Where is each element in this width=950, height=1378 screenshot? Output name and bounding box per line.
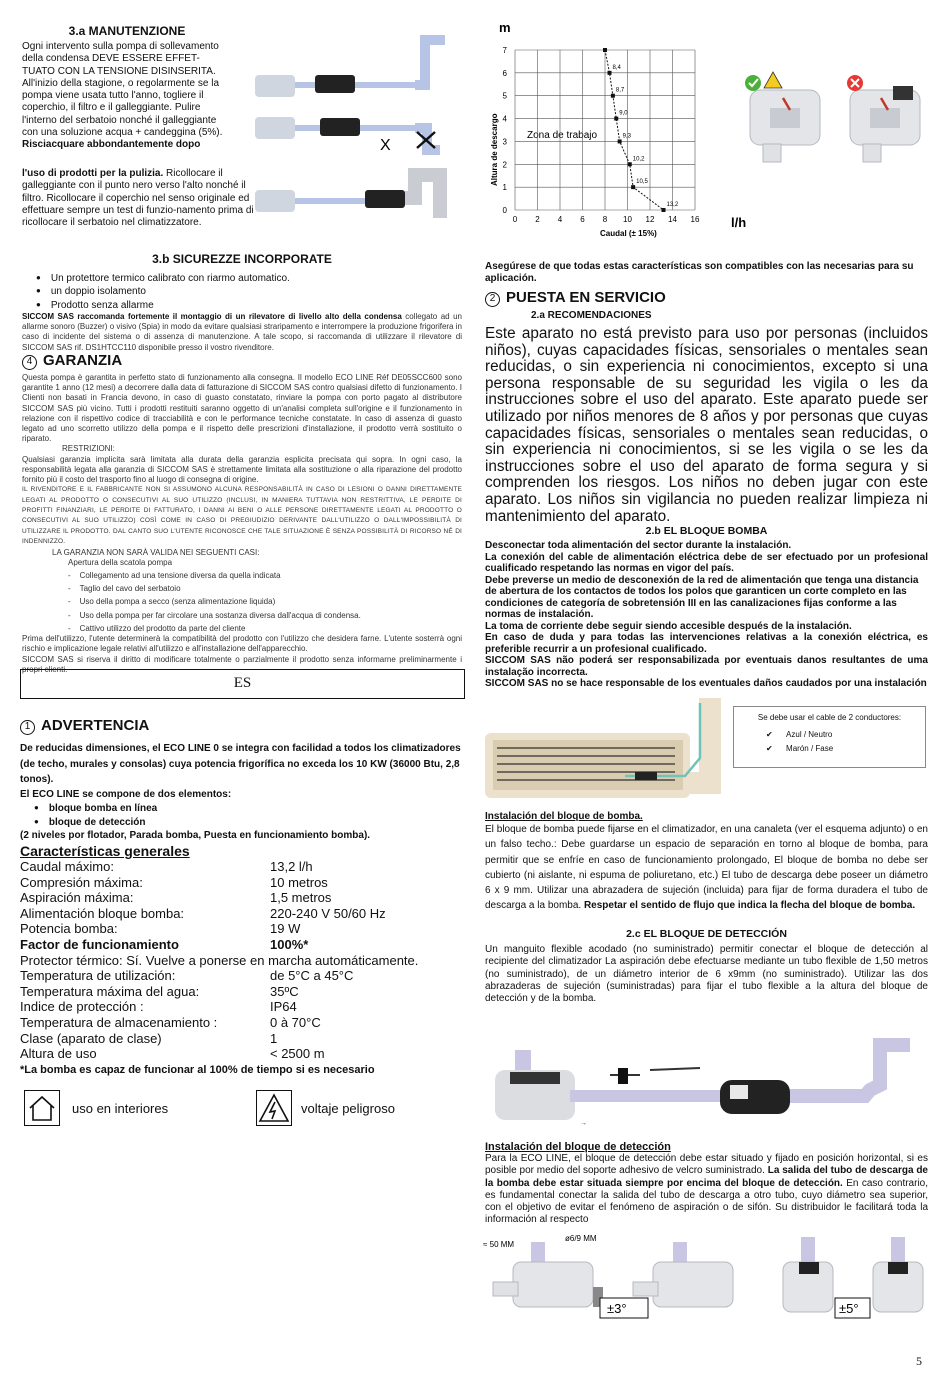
bloque-line: Desconectar toda alimentación del sector durante la instalación.: [485, 540, 792, 551]
ac-unit-illustration: [485, 698, 733, 808]
list-item: - Uso della pompa a secco (senza alimentazione liquida): [68, 597, 276, 607]
detection-block-illustration: [483, 1232, 928, 1324]
y-tick-label: 6: [502, 68, 507, 78]
working-zone-label: Zona de trabajo: [527, 130, 598, 141]
x-tick-label: 0: [512, 215, 518, 224]
y-tick-label: 2: [502, 160, 507, 170]
sicurezze-title: 3.b SICUREZZE INCORPORATE: [152, 252, 332, 266]
spec-row: Compresión máxima: 10 metros: [20, 874, 328, 890]
list-item: Apertura della scatola pompa: [68, 557, 173, 567]
data-point: [611, 94, 615, 98]
bloque-line: En caso de duda y para todas las intervenciones relativas a la conexión eléctrica, es preferible recurrir a un profesional cualificado.: [485, 632, 928, 655]
garanzia-p2: Qualsiasi garanzia implicita sarà limitata alla durata della garanzia esplicita precisata qui sopra. In ogni caso, la responsabilità legata alla garanzia di SICCOM SAS è strettamente limitata alla sostituzione o alla riparazione del prodotto fornito più il costo del trasporto fino al luogo di consegna di origine.: [22, 454, 462, 485]
advertencia-p2: El ECO LINE se compone de dos elementos:: [20, 788, 232, 800]
data-point: [608, 71, 612, 75]
cable-info-box: [733, 706, 926, 768]
flow-head-chart: [485, 18, 750, 243]
correct-orientation: [745, 72, 820, 162]
x-tick-label: 6: [580, 215, 585, 224]
spec-row: Potencia bomba: 19 W: [20, 921, 301, 937]
spec-row: Altura de uso < 2500 m: [20, 1046, 325, 1062]
x-tick-label: 16: [690, 215, 700, 224]
spec-row: Factor de funcionamiento 100%*: [20, 936, 309, 952]
protector-row: Protector térmico: Sí. Vuelve a ponerse en marcha automáticamente.: [20, 952, 419, 968]
y-axis-label: Altura de descargo: [490, 113, 499, 186]
data-point: [662, 208, 666, 212]
data-point: [618, 139, 622, 143]
data-point: [614, 117, 618, 121]
bloque-line: La toma de corriente debe seguir siendo accesible después de la instalación.: [485, 620, 852, 632]
detector-view-4: [873, 1237, 923, 1312]
sicurezze-list: [36, 272, 462, 312]
check-icon: [745, 75, 761, 91]
spec-row: Alimentación bloque bomba: 220-240 V 50/60 Hz: [20, 905, 386, 921]
specs-footnote: *La bomba es capaz de funcionar al 100% de tiempo si es necesario: [20, 1063, 375, 1076]
data-point: [628, 162, 632, 166]
warning-icon: [764, 72, 782, 88]
garanzia-title: GARANZIA: [43, 352, 123, 369]
list-item: ● un doppio isolamento: [36, 285, 462, 298]
x-tick-label: 2: [535, 215, 540, 224]
detector-view-1: [493, 1242, 603, 1307]
list-item: ● bloque de detección: [34, 815, 465, 829]
list-item: - Taglio del cavo del serbatoio: [68, 584, 181, 594]
svg-text:→: →: [580, 1120, 587, 1127]
cleaning-rest: Ricollocare il galleggiante con il punto nero verso l'alto nonché il filtro. Ricollocare il coperchio nel senso originale ed effettuare sempre un test di funzio-namento prima di ricollocare il serbatoio nel climatizzatore.: [22, 168, 254, 229]
recomendaciones-subtitle: 2.a RECOMENDACIONES: [531, 310, 652, 321]
diameter-label: ø6/9 MM: [565, 1234, 597, 1243]
x-axis-label: Caudal (± 15%): [600, 229, 657, 238]
puesta-section: [485, 289, 928, 525]
y-tick-label: 5: [502, 91, 507, 101]
manutenzione-bold: Risciacquare abbondantemente dopo: [22, 139, 201, 151]
data-point: [631, 185, 635, 189]
data-label: 10,5: [636, 179, 648, 186]
bloque-line: Debe preverse un medio de desconexión de la red de alimentación que tenga una distancia de abertura de los contactos de todos los polos que garanticen un corte completo en las condiciones de categoría de sobretensión III en las canalizaciones fijas conforme a las normas de instalación.: [485, 574, 919, 620]
data-label: 9,3: [622, 133, 631, 140]
bloque-lines: [485, 540, 928, 690]
detector-view-3: [783, 1237, 833, 1312]
list-item: ● Un protettore termico calibrato con riarmo automatico.: [36, 272, 462, 285]
cleaning-bold: l'uso di prodotti per la pulizia.: [22, 168, 164, 179]
pump-diagram-1: [255, 40, 445, 97]
incorrect-orientation: [847, 75, 920, 162]
garanzia-cases: [68, 558, 462, 634]
section-number: 4: [22, 355, 37, 370]
sicurezze-section: [22, 252, 462, 353]
y-unit-label: m: [499, 20, 511, 35]
deteccion-text: Un manguito flexible acodado (no suministrado) permitir conectar el bloque de detección al recipiente del climatizador La aspiración debe efectuarse mediante un tubo flexible de 1,50 metros (no suministrado), de un diámetro interior de 6 x9mm (no suministrado). Utilizar las dos abrazaderas de sujeción (suministradas) para fijar el tubo flexible a la altura del bloque de detección y de la bomba.: [485, 944, 928, 1005]
section-number: 2: [485, 292, 500, 307]
bloque-line: SICCOM SAS não poderá ser responsabilizada por eventuais danos resultantes de uma instalação incorrecta.: [485, 655, 928, 678]
indoor-house-icon: [24, 1090, 60, 1126]
non-valida: LA GARANZIA NON SARÀ VALIDA NEI SEGUENTI CASI:: [52, 547, 260, 557]
garanzia-p4: Prima dell'utilizzo, l'utente determinerà la compatibilità del prodotto con l'utilizzo che desidera farne. L'utente sosterrà ogni rischio e implicazione legale relativi all'utilizzo e all'installazione dell'apparecchio.: [22, 634, 462, 654]
garanzia-section: [22, 352, 462, 675]
section-number: 1: [20, 720, 35, 735]
instalacion-bomba-title: Instalación del bloque de bomba.: [485, 811, 643, 822]
spec-row: Temperatura de utilización: de 5°C a 45°C: [20, 968, 354, 984]
data-label: 10,2: [632, 156, 645, 163]
instalacion-deteccion-text: Para la ECO LINE, el bloque de detección debe estar situado y fijado en posición horizontal, si es posible por medio del soporte adhesivo de velcro suministrado. La salida del tubo de descarga de la bomba debe estar situada siempre por encima del bloque de detección. En caso contrario, es fundamental conectar la salida del tubo de descarga a otro tubo, cuyo diámetro sea superior, con el objetivo de evitar el fenómeno de aspiración o de sifón. Su distribuidor le facilitará toda la información al respecto: [485, 1153, 929, 1226]
manutenzione-text: Ogni intervento sulla pompa di sollevamento della condensa DEVE ESSERE EFFET-TUATO CON LA TENSIONE DISINSERITA. All'inizio della stagione, o regolarmente se la pompa viene usata tutto l'anno, togliere il coperchio, il filtro e il galleggiante. Pulire l'interno del serbatoio nonché il galleggiante con una soluzione acqua + candeggina (5%).: [22, 41, 223, 139]
note-bold: SICCOM SAS raccomanda fortemente il montaggio di un rilevatore di livello alto della condensa: [22, 311, 402, 321]
x-tick-label: 12: [645, 215, 655, 224]
data-label: 8,7: [615, 87, 625, 94]
pump-diagram-2: [255, 117, 440, 154]
specs-section: [20, 843, 465, 1076]
garanzia-p1: Questa pompa è garantita in perfetto stato di funzionamento alla consegna. Il modello ECO LINE Réf DE05SCC600 sono garantite 1 anno (12 mesi) a decorrere dalla data di fatturazione di SICCOM SAS contro qualsiasi difetto di funzionamento. I Clienti non basati in Francia devono, in caso di guasto constatato, rinviare la pompa con porto pagato al distributore SICCOM SAS più vicino. Tutti i prodotti restituiti saranno oggetto di un'analisi completa sull'origine e il funzionamento in relazione con il rispettivo codice di tracciabilità e con le performance tecniche constatate. In caso di assenza di guasto legato ad uno scorretto utilizzo della pompa e il rispetto delle prescrizioni d'installazione, il prodotto verrà sostituito o riparato.: [22, 373, 462, 444]
instalacion-bomba-bold: Respetar el sentido de flujo que indica la flecha del bloque de bomba.: [581, 900, 916, 912]
list-item: - Collegamento ad una tensione diversa da quella indicata: [68, 571, 281, 581]
pump-diagram-3: [255, 175, 440, 218]
x-tick-label: 14: [668, 215, 677, 224]
maintenance-illustration: [255, 30, 465, 225]
instalacion-deteccion-title: Instalación del bloque de detección: [485, 1141, 671, 1153]
y-tick-label: 0: [502, 206, 507, 215]
advertencia-p1: De reducidas dimensiones, el ECO LINE 0 se integra con facilidad a todos los climatizadores (de techo, murales y consolas) cuya potencia frigorífica no exceda los 10 KW (36000 Btu, 2,8 tonos).: [20, 743, 461, 785]
deteccion-section: [485, 928, 928, 1005]
bloque-title: 2.b EL BLOQUE BOMBA: [645, 525, 768, 537]
detection-valve-illustration: [735, 68, 935, 173]
puesta-title: PUESTA EN SERVICIO: [506, 289, 666, 306]
data-label: 13,2: [666, 202, 679, 208]
tolerance-label: ±3°: [607, 1301, 627, 1316]
list-item: - Uso della pompa per far circolare una sostanza diversa dall'acqua di condensa.: [68, 610, 361, 620]
cable-title: Se debe usar el cable de 2 conductores:: [757, 713, 902, 722]
cable-item: ✔ Azul / Neutro: [766, 730, 833, 739]
list-item: ● bloque bomba en línea: [34, 801, 465, 815]
check-mark-icon: ✔: [766, 730, 773, 739]
check-mark-icon: ✔: [766, 744, 773, 753]
specs-title: Características generales: [20, 843, 190, 859]
garanzia-p5: SICCOM SAS si riserva il diritto di modificare totalmente o parzialmente il prodotto senza informarne preliminarmente i propri clienti.: [22, 654, 462, 674]
list-item: - Cattivo utilizzo del prodotto da parte del cliente: [68, 623, 246, 633]
restrizioni-head: RESTRIZIONI:: [62, 444, 115, 454]
spec-row: Clase (aparato de clase) 1: [20, 1030, 278, 1046]
bloque-section: [485, 525, 928, 690]
cable-item: ✔ Marón / Fase: [766, 744, 834, 753]
tolerance-label: ±5°: [839, 1301, 859, 1316]
y-tick-label: 7: [502, 46, 507, 55]
sicurezze-note: [22, 312, 462, 353]
spec-row: Aspiración máxima: 1,5 metros: [20, 890, 332, 906]
advertencia-p3: (2 niveles por flotador, Parada bomba, Puesta en funcionamiento bomba).: [20, 829, 371, 841]
list-item: ● Prodotto senza allarme: [36, 299, 462, 312]
instalacion-bomba-text: [485, 822, 928, 914]
advertencia-title: ADVERTENCIA: [41, 717, 150, 734]
puesta-heading: [485, 289, 928, 307]
indoor-label: uso en interiores: [72, 1101, 169, 1116]
spec-row: Temperatura máxima del agua: 35ºC: [20, 983, 299, 999]
advertencia-section: [20, 717, 465, 842]
bloque-line: La conexión del cable de alimentación eléctrica debe de ser efectuado por un profesional cualificado respetando las normas en vigor del país.: [485, 551, 928, 574]
advertencia-heading: [20, 717, 465, 735]
page-number: 5: [916, 1354, 922, 1368]
instalacion-bomba-section: [485, 811, 928, 914]
x-tick-label: 8: [602, 215, 608, 224]
bloque-line: SICCOM SAS no se hace responsable de los eventuales daños caudados por una instalación: [485, 678, 927, 689]
language-box: ES: [20, 669, 465, 699]
spec-row: Temperatura de almacenamiento : 0 à 70°C: [20, 1014, 321, 1030]
spec-row: Indice de protección : IP64: [20, 999, 297, 1015]
garanzia-heading: [22, 352, 462, 370]
x-tick-label: 4: [557, 215, 563, 224]
manutenzione-title: 3.a MANUTENZIONE: [68, 24, 186, 38]
manutenzione-text2: [22, 168, 262, 229]
mark-x-small: X: [380, 137, 391, 154]
x-tick-label: 10: [623, 215, 632, 224]
recomendaciones-text: Este aparato no está previsto para uso por personas (incluidos niños), cuyas capacidades físicas, sensoriales o mentales sean reducidas, o sin experiencia ni conocimientos, excepto si una persona responsable de su seguridad les vigila o les da instrucciones sobre el uso del aparato. Este aparato puede ser utilizado por niños menores de 8 años y por personas que cuyas capacidades físicas, sensoriales o mentales sean reducidas, o sin experiencia ni conocimientos, si se les vigila o se les da instrucciones sobre el uso del aparato de forma segura y si comprenden los riesgos. Los niños no deben jugar con este aparato. Los niños sin vigilancia no pueden realizar limpieza ni mantenimiento del aparato.: [485, 325, 928, 525]
dimension-label: ≈ 50 MM: [483, 1240, 515, 1249]
detector-view-2: [633, 1242, 733, 1307]
pump-block-illustration: [490, 1030, 930, 1135]
deteccion-title: 2.c EL BLOQUE DE DETECCIÓN: [626, 928, 787, 940]
y-tick-label: 1: [502, 183, 507, 193]
x-unit-label: l/h: [731, 215, 747, 230]
instalacion-bomba-body: El bloque de bomba puede fijarse en el climatizador, en una canaleta (ver el esquema adjunto) o en un falso techo.: Debe guardarse un espacio de separación en torno al bloque de bomba, para permitir que se enfríe en caso de funcionamiento prolongado, El bloque de bomba no debe ser cubierto (ni aislante, ni espuma de poliuretano, etc.) El tubo de descarga debe poseer un diámetro 6 x 9 mm. Utilizar una abrazadera de sujeción (incluida) para fijar de forma duradera el tubo de descarga a la bomba.: [485, 824, 928, 912]
voltage-warning-icon: [256, 1090, 292, 1126]
manutenzione-section: [22, 24, 232, 152]
y-tick-label: 3: [502, 137, 507, 147]
compatibility-note: Asegúrese de que todas estas características son compatibles con las necesarias para su aplicación.: [485, 261, 914, 284]
voltage-label: voltaje peligroso: [301, 1101, 395, 1116]
instalacion-deteccion-section: [485, 1141, 928, 1227]
note-text: collegato ad un allarme sonoro (Buzzer) o visivo (Spia) in modo da evitare qualsiasi straripamento e interrompere la produzione frigorifera in caso di incidente del sistema o di assenza di manutenzione. A tale scopo, si raccomanda di utilizzare il rilevatore di SICCOM SAS rif. DS1HTCC110 disponibile presso il vostro rivenditore.: [22, 311, 462, 352]
y-tick-label: 4: [502, 114, 507, 124]
garanzia-p3: IL RIVENDITORE E IL FABBRICANTE NON SI ASSUMONO ALCUNA RESPONSABILITÀ IN CASO DI LESIONI O DANNI DIRETTAMENTE LEGATI AL PRODOTTO O CONSECUTIVI AL SUO UTILIZZO (INCLUSI, IN MANIERA TUTTAVIA NON RESTRITTIVA, LE PERDITE DI PROFITTI FINANZIARI, LE PERDITE DI FATTURATO, I DANNI AI BENI O ALLE PERSONE DIRETTAMENTE LEGATI AL PRODOTTO O CONSECUTIVI AL SUO UTILIZZO) COSÌ COME IN CASO DI PREGIUDIZIO DERIVANTE DALL'UTILIZZO O DALL'IMPOSSIBILITÀ DI UTILIZZARE IL PRODOTTO. DAL CANTO SUO L'UTENTE RICONOSCE CHE TALE SITUAZIONE È SENZA POSSIBILITÀ DI RICORSO NÉ DI INDENNIZZO.: [22, 486, 462, 546]
data-label: 9,0: [619, 110, 628, 117]
spec-row: Caudal máximo: 13,2 l/h: [20, 859, 313, 874]
data-point: [603, 48, 607, 52]
components-list: [34, 801, 465, 829]
data-label: 8,4: [612, 64, 621, 71]
